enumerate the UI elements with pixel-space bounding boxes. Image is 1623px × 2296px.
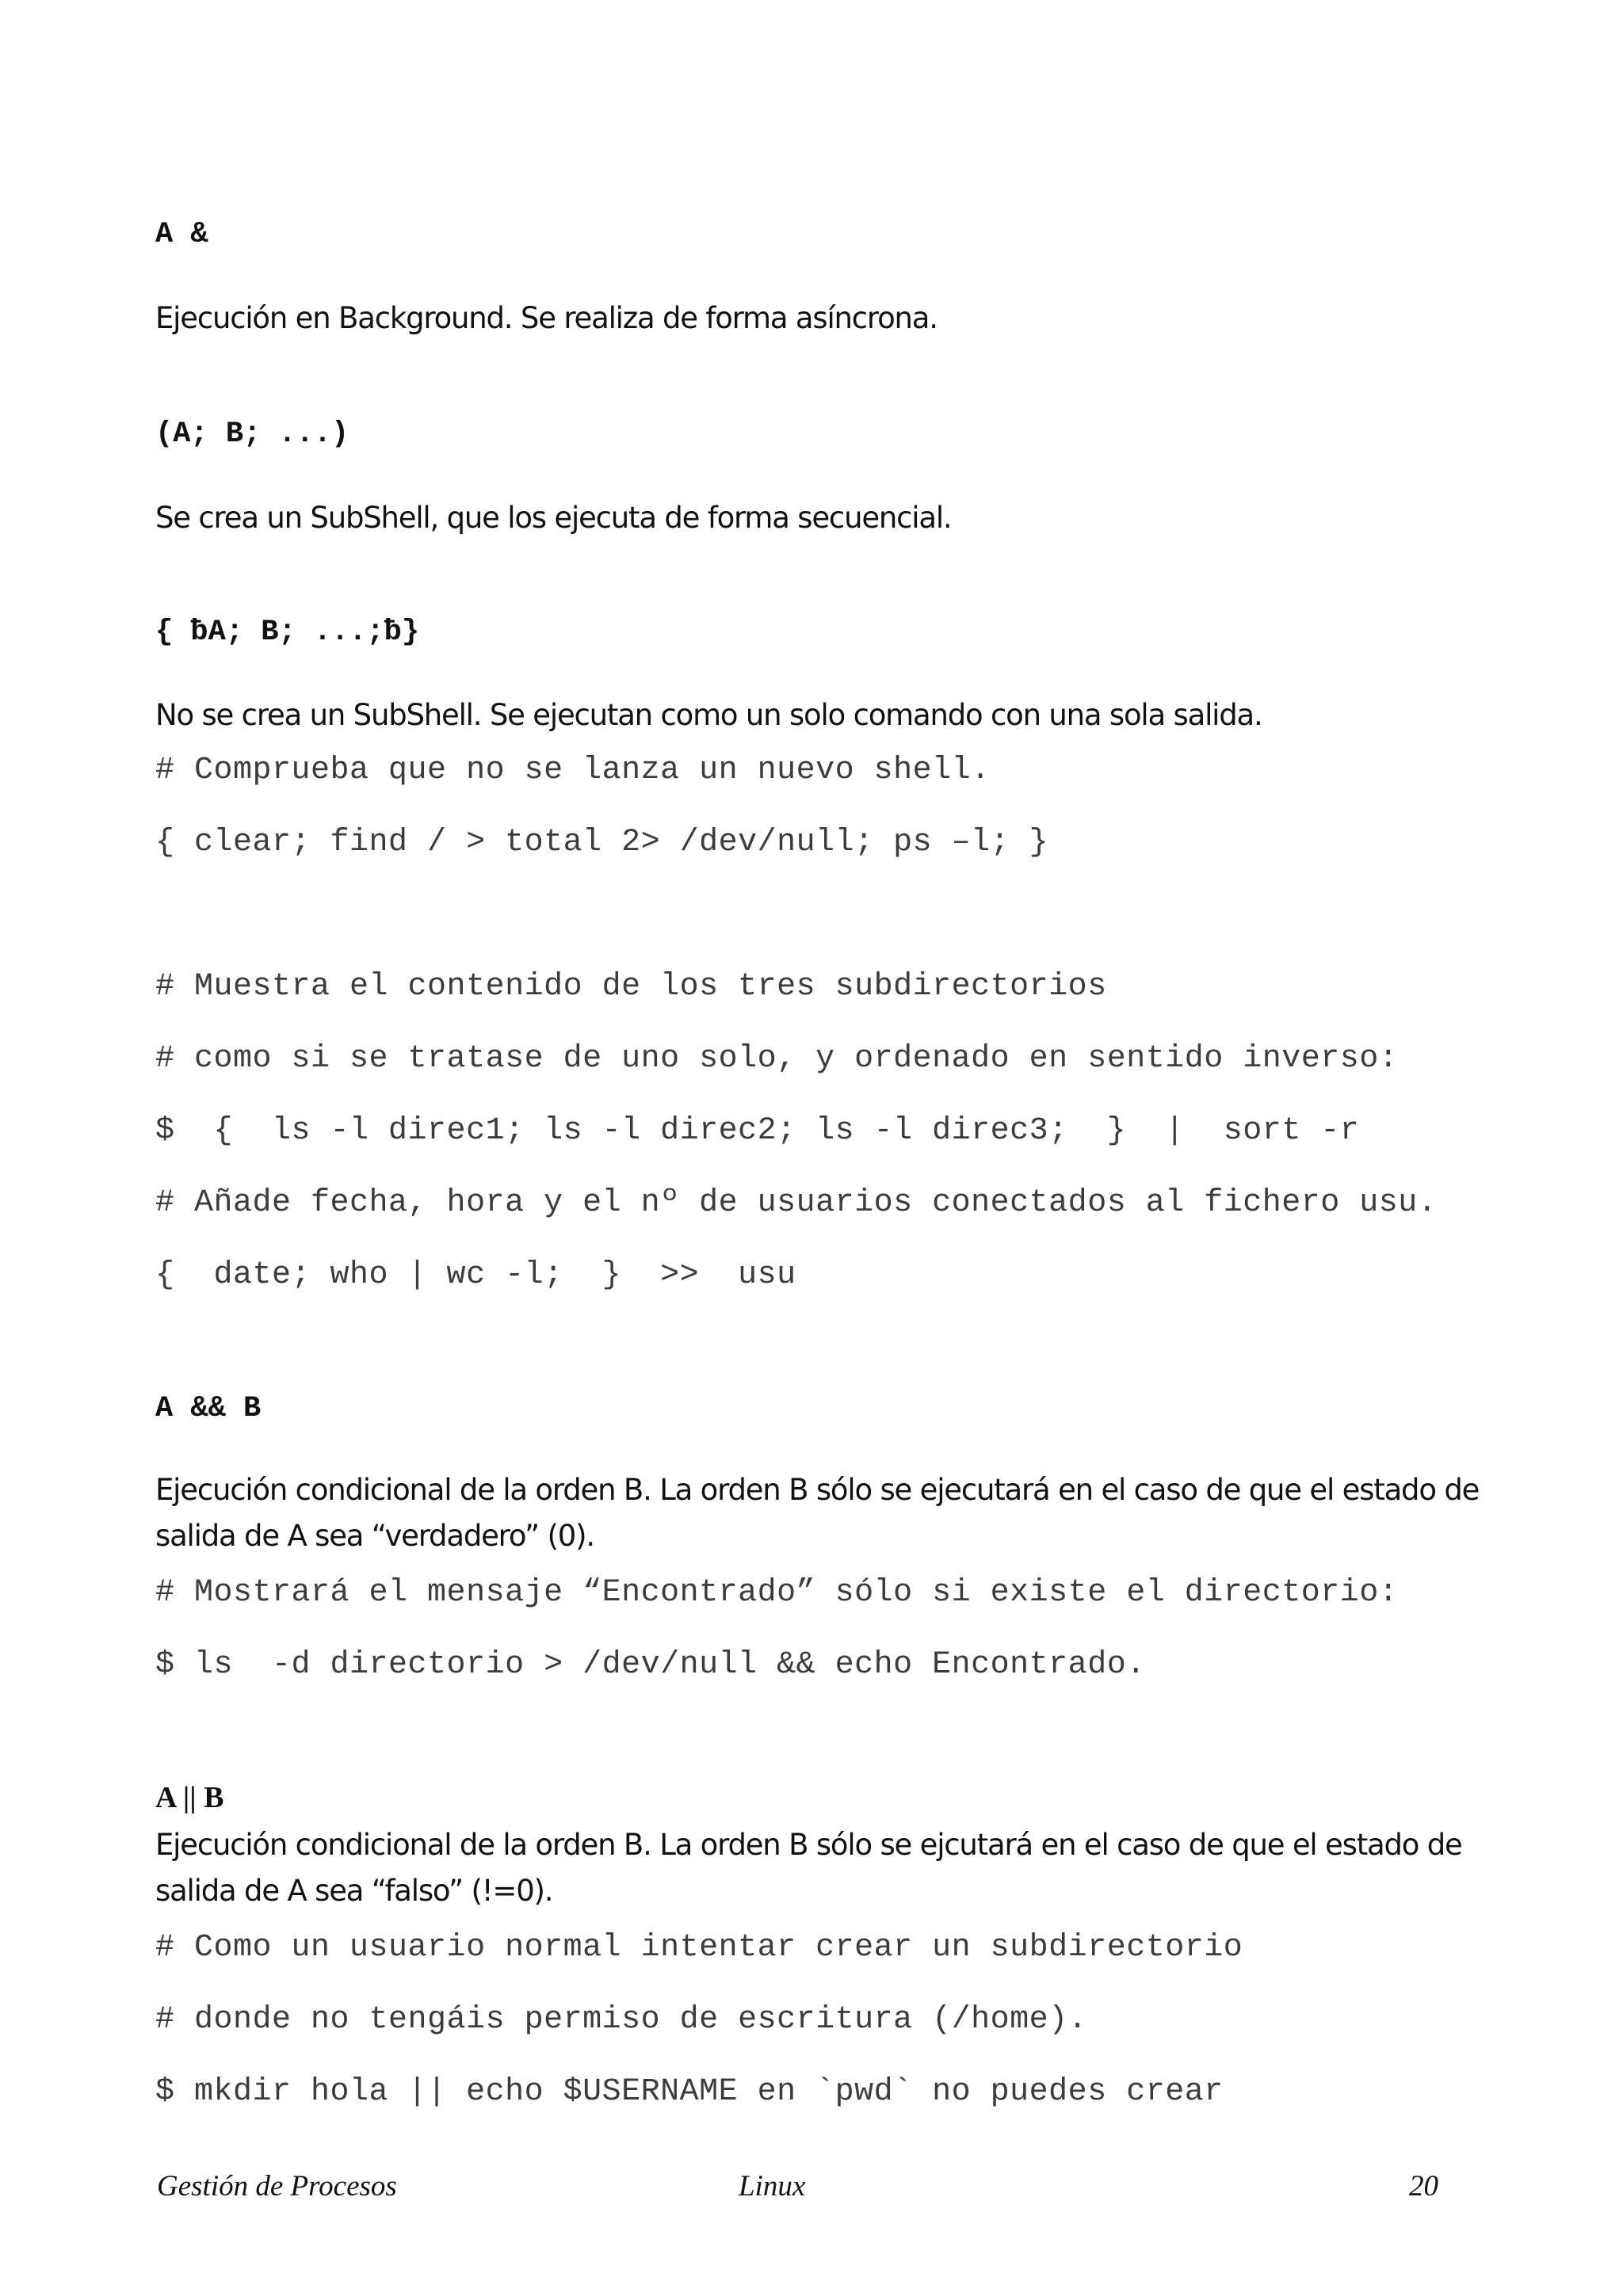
section-description: Ejecución condicional de la orden B. La orden B sólo se ejecutará en el caso de que el estado de salida de A sea “verdadero” (0). <box>155 1473 1480 1553</box>
code-line: $ ls -d directorio > /dev/null && echo Encontrado. <box>155 1647 1146 1683</box>
code-line: { clear; find / > total 2> /dev/null; ps –l; } <box>155 825 1049 860</box>
section-description: Ejecución en Background. Se realiza de forma asíncrona. <box>155 301 938 335</box>
page-number: 20 <box>1409 2170 1438 2203</box>
code-line: # Como un usuario normal intentar crear un subdirectorio <box>155 1930 1243 1966</box>
section-description: No se crea un SubShell. Se ejecutan como un solo comando con una sola salida. <box>155 698 1262 732</box>
code-line: # Añade fecha, hora y el nº de usuarios conectados al fichero usu. <box>155 1185 1438 1221</box>
code-line: # Muestra el contenido de los tres subdirectorios <box>155 969 1107 1005</box>
code-line: $ { ls -l direc1; ls -l direc2; ls -l direc3; } | sort -r <box>155 1113 1360 1149</box>
section-description: Ejecución condicional de la orden B. La orden B sólo se ejcutará en el caso de que el estado de salida de A sea “falso” (!=0). <box>155 1828 1462 1908</box>
code-line: $ mkdir hola || echo $USERNAME en `pwd` no puedes crear <box>155 2074 1224 2110</box>
section-description: Se crea un SubShell, que los ejecuta de forma secuencial. <box>155 501 952 535</box>
code-line: # Mostrará el mensaje “Encontrado” sólo si existe el directorio: <box>155 1575 1399 1611</box>
code-line: # como si se tratase de uno solo, y ordenado en sentido inverso: <box>155 1041 1399 1077</box>
section-heading: A && B <box>155 1392 262 1425</box>
code-line: # donde no tengáis permiso de escritura (/home). <box>155 2002 1088 2038</box>
code-line: { date; who | wc -l; } >> usu <box>155 1257 796 1293</box>
section-heading: A || B <box>155 1781 224 1814</box>
footer-center-title: Linux <box>739 2170 806 2203</box>
code-line: # Comprueba que no se lanza un nuevo shell. <box>155 753 991 788</box>
section-heading: { ƀA; B; ...;ƀ} <box>155 616 420 649</box>
section-heading: (A; B; ...) <box>155 418 349 451</box>
section-heading: A & <box>155 218 208 251</box>
footer-left-title: Gestión de Procesos <box>157 2170 397 2203</box>
